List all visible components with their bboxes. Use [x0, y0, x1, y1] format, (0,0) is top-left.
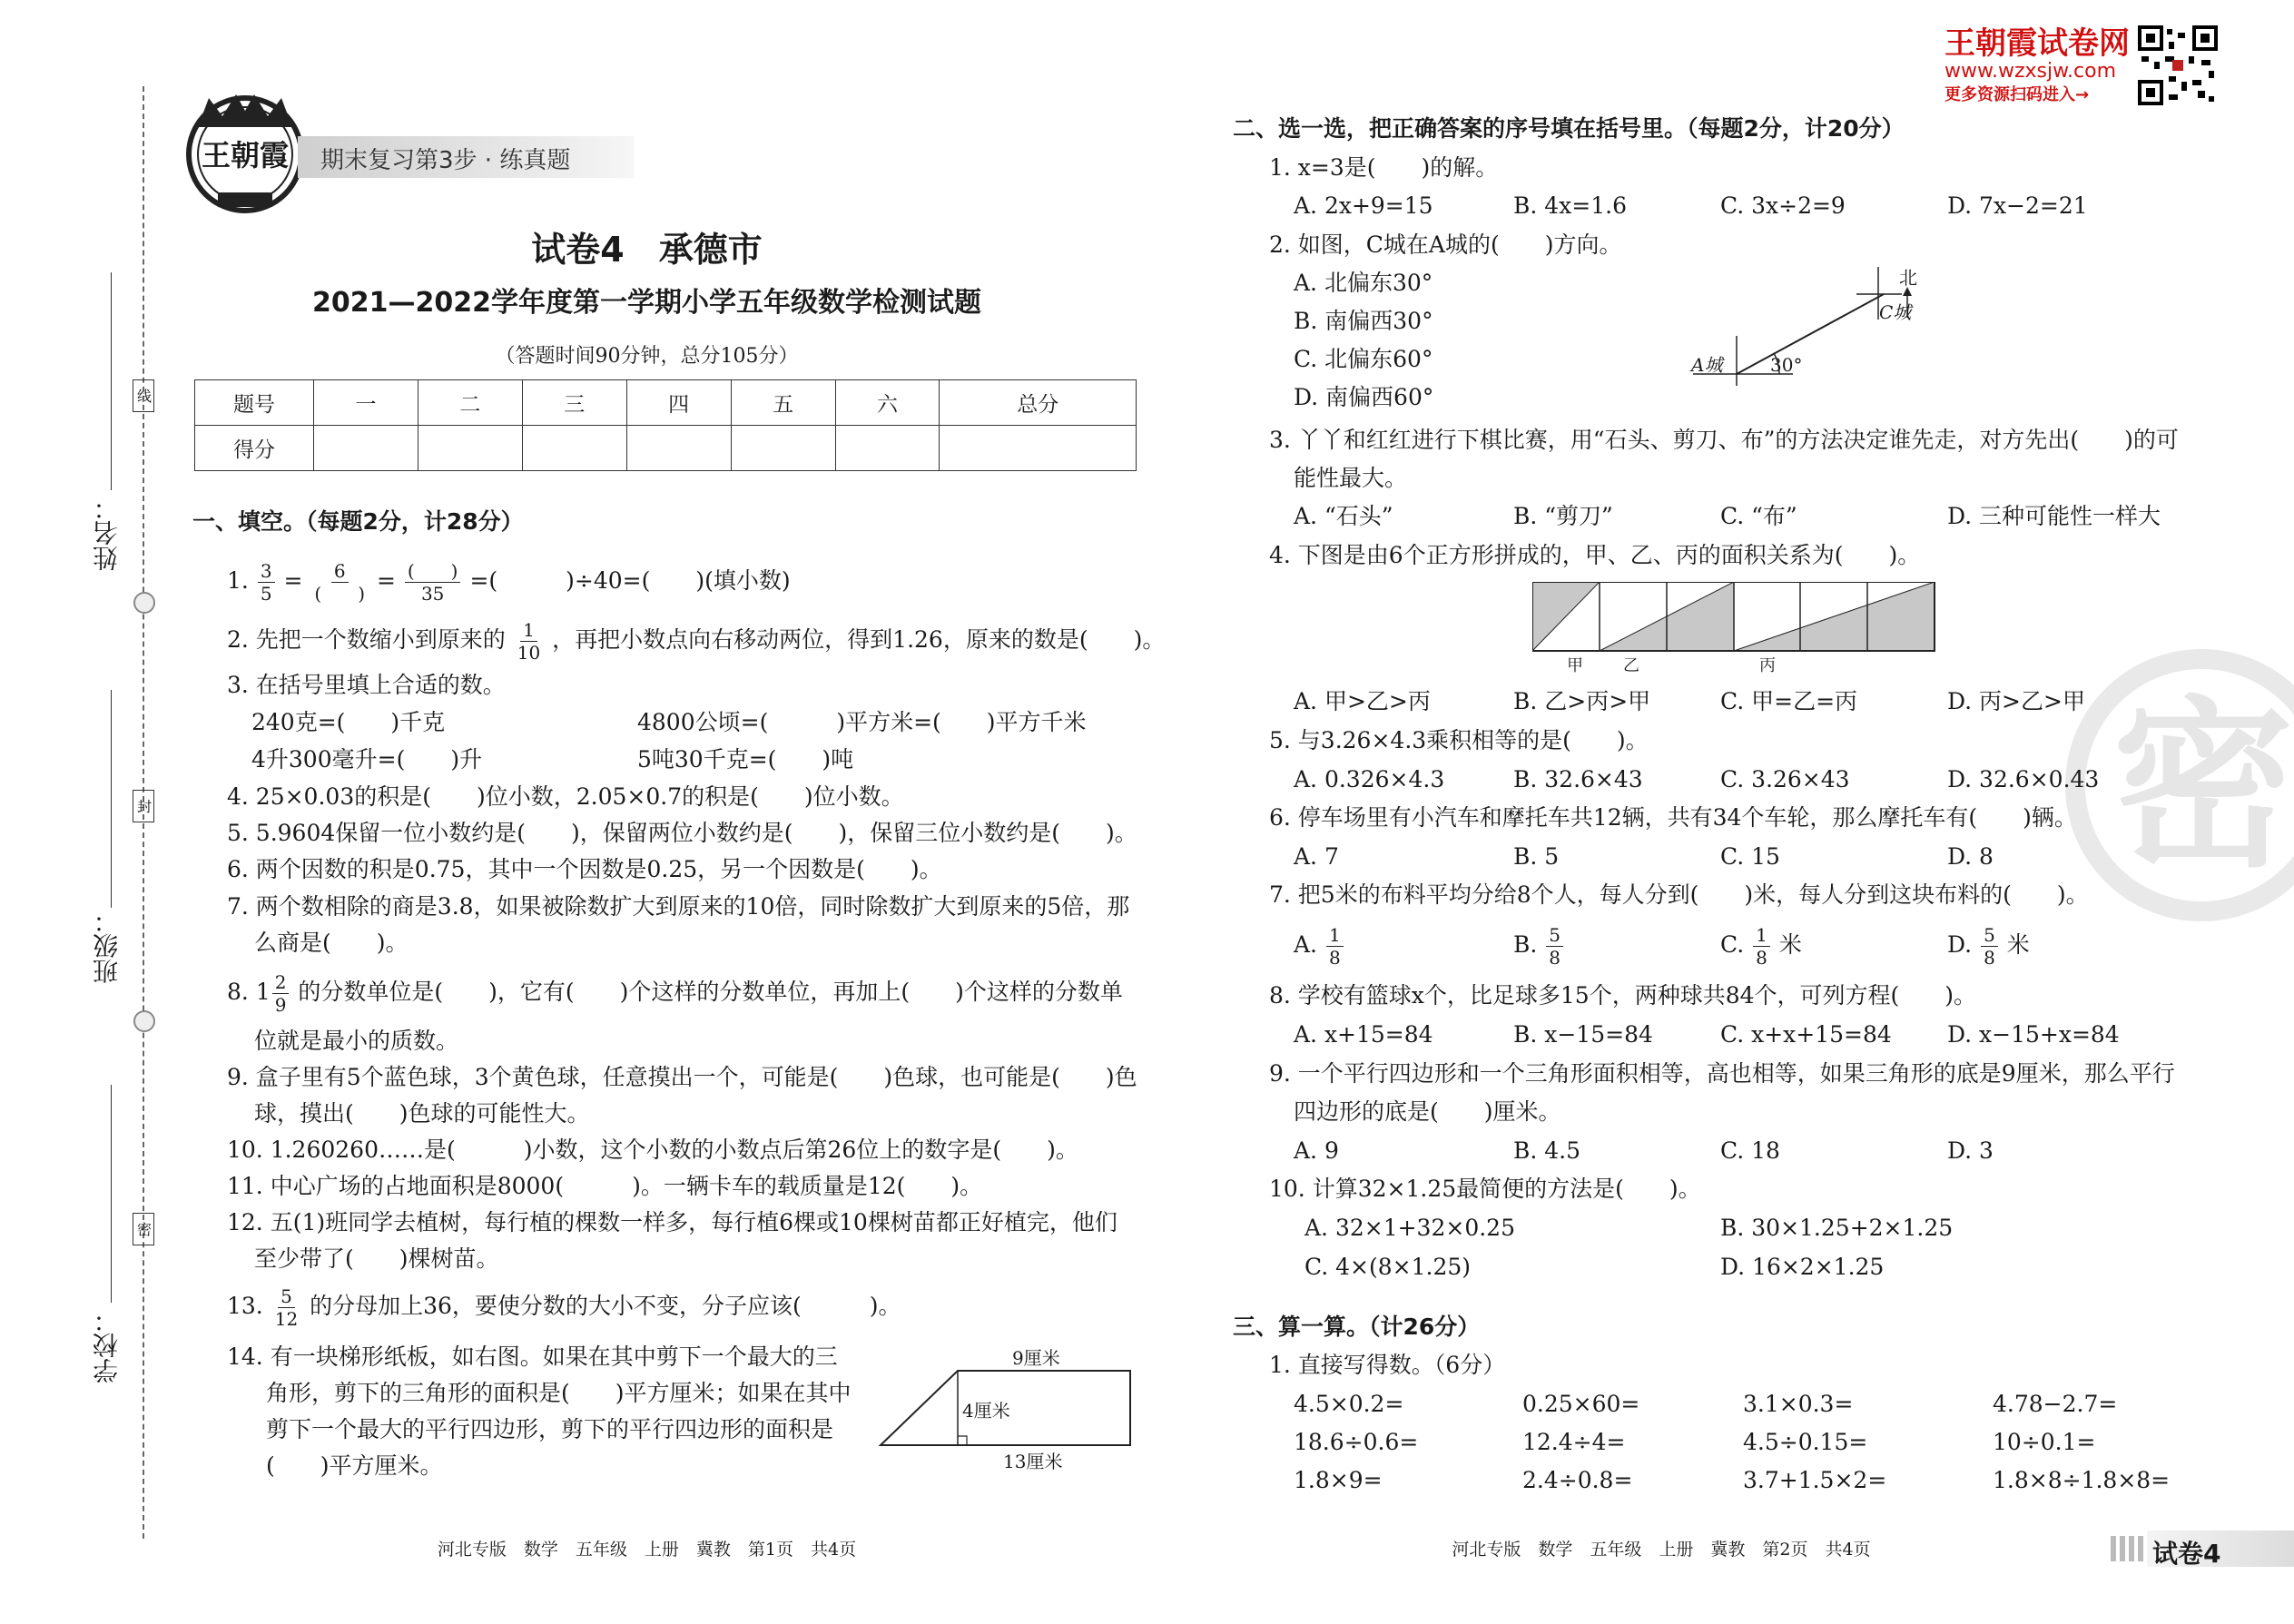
footer-tag: [2147, 1530, 2294, 1567]
question-2-7: 7. 把5米的布料平均分给8个人，每人分到( )米，每人分到这块布料的( )。: [1269, 881, 2089, 908]
binding-hole-icon: [133, 592, 155, 614]
question-2-9-cont: 四边形的底是( )厘米。: [1294, 1098, 1561, 1125]
question-2-6: 6. 停车场里有小汽车和摩托车共12辆，共有34个车轮，那么摩托车有( )辆。: [1269, 804, 2077, 831]
question-1-9: 9. 盒子里有5个蓝色球，3个黄色球，任意摸出一个，可能是( )色球，也可能是( )色: [227, 1064, 1137, 1090]
calc-item: 10÷0.1=: [1993, 1429, 2096, 1455]
question-1-14-line: ( )平方厘米。: [266, 1452, 443, 1479]
question-1-3-item: 5吨30千克=( )吨: [637, 746, 854, 773]
calc-item: 1.8×8÷1.8×8=: [1993, 1467, 2171, 1493]
option[interactable]: A. “石头”: [1294, 503, 1393, 529]
site-name: 王朝霞试卷网: [1944, 25, 2130, 62]
option[interactable]: D. 32.6×0.43: [1947, 766, 2100, 792]
score-cell[interactable]: [835, 426, 940, 471]
option[interactable]: B. 南偏西30°: [1294, 308, 1433, 334]
question-1-14-line: 剪下一个最大的平行四边形，剪下的平行四边形的面积是: [266, 1416, 834, 1442]
option-letter: B.: [1513, 931, 1538, 958]
school-field[interactable]: [111, 1085, 112, 1303]
brand-logo: [182, 91, 309, 218]
option[interactable]: C. 4×(8×1.25): [1305, 1254, 1472, 1280]
question-1-13: [227, 1284, 901, 1330]
q-number: 8.: [227, 979, 249, 1005]
option-letter: D.: [1947, 931, 1973, 958]
question-1-3: 3. 在括号里填上合适的数。: [227, 672, 506, 698]
option[interactable]: C. 3.26×43: [1720, 766, 1850, 792]
option-letter: C.: [1720, 931, 1745, 958]
fraction-numerator: 1: [520, 619, 537, 642]
question-2-5: 5. 与3.26×4.3乘积相等的是( )。: [1269, 727, 1649, 753]
binding-mark-mi: 密: [133, 1213, 154, 1245]
option[interactable]: [1513, 921, 1565, 969]
option[interactable]: [1720, 921, 1802, 969]
question-text: 2. 先把一个数缩小到原来的: [227, 626, 506, 653]
trapezoid-height-label: 4厘米: [962, 1400, 1010, 1422]
option[interactable]: B. 4x=1.6: [1513, 192, 1627, 219]
a-city-label: A城: [1691, 354, 1723, 376]
question-1-3-item: 4升300毫升=( )升: [251, 746, 483, 773]
option[interactable]: D. 3: [1947, 1137, 1994, 1164]
fraction-denominator: 8: [1328, 947, 1341, 969]
question-text: =( )÷40=( )(填小数): [469, 567, 791, 594]
option[interactable]: C. 北偏东60°: [1294, 346, 1433, 372]
score-table: [194, 379, 1137, 471]
equals-sign: =: [283, 567, 303, 594]
watermark-seal: [2065, 649, 2294, 921]
fraction: [1753, 924, 1770, 969]
question-1-4: 4. 25×0.03的积是( )位小数，2.05×0.7的积是( )位小数。: [227, 783, 904, 810]
question-text: 的分数单位是( )，它有( )个这样的分数单位，再加上( )个这样的分数单: [298, 979, 1123, 1005]
site-url: www.wzxsjw.com: [1944, 60, 2117, 83]
section2-heading: 二、选一选，把正确答案的序号填在括号里。（每题2分，计20分）: [1233, 115, 1905, 142]
score-cell[interactable]: [731, 426, 835, 471]
question-1-9-cont: 球，摸出( )色球的可能性大。: [254, 1100, 590, 1127]
score-cell[interactable]: [522, 426, 626, 471]
score-header-cell: 四: [626, 380, 731, 426]
q-number: 13.: [227, 1293, 263, 1319]
option[interactable]: D. 8: [1947, 843, 1994, 870]
score-cell[interactable]: [940, 426, 1137, 471]
class-label: 班级：: [92, 908, 122, 984]
question-1-2: [227, 617, 1165, 664]
site-tagline: 更多资源扫码进入→: [1944, 85, 2090, 104]
calc-item: 2.4÷0.8=: [1522, 1467, 1633, 1493]
option-unit: 米: [1778, 931, 1802, 958]
question-1-8: [227, 969, 1123, 1016]
fraction: [1546, 924, 1563, 969]
fraction-numerator: 6: [331, 560, 349, 583]
fraction: [272, 971, 290, 1016]
option[interactable]: B. x−15=84: [1513, 1021, 1653, 1048]
score-table-header-row: [195, 380, 1137, 426]
score-header-cell: 二: [418, 380, 522, 426]
calc-item: 1.8×9=: [1294, 1467, 1383, 1493]
direction-figure: [1684, 263, 1920, 390]
question-1-6: 6. 两个因数的积是0.75，其中一个因数是0.25，另一个因数是( )。: [227, 856, 942, 882]
question-text: ，再把小数点向右移动两位，得到1.26，原来的数是( )。: [552, 626, 1166, 653]
q-number: 1.: [227, 567, 249, 594]
question-2-1: 1. x=3是( )的解。: [1269, 154, 1499, 181]
option[interactable]: C. x+x+15=84: [1720, 1021, 1892, 1048]
binding-mark-xian: 线: [133, 379, 154, 412]
question-1-5: 5. 5.9604保留一位小数约是( )，保留两位小数约是( )，保留三位小数约是( )。: [227, 820, 1137, 846]
exam-subtitle: 2021—2022学年度第一学期小学五年级数学检测试题: [312, 287, 981, 319]
option[interactable]: B. 32.6×43: [1513, 766, 1643, 792]
option[interactable]: A. 32×1+32×0.25: [1305, 1215, 1515, 1241]
option[interactable]: C. 甲=乙=丙: [1720, 688, 1858, 714]
fraction: [1981, 924, 1998, 969]
fraction-denominator: 5: [260, 583, 272, 605]
score-header-cell: 题号: [195, 380, 314, 426]
calc-item: 4.5÷0.15=: [1743, 1429, 1868, 1455]
fraction: [405, 560, 461, 605]
score-table-row: [195, 426, 1137, 471]
question-3-1: 1. 直接写得数。（6分）: [1269, 1352, 1506, 1378]
option[interactable]: D. 7x−2=21: [1947, 192, 2088, 219]
fraction-numerator: 5: [1981, 924, 1998, 947]
question-2-4: 4. 下图是由6个正方形拼成的，甲、乙、丙的面积关系为( )。: [1269, 542, 1921, 568]
binding-mark-feng: 封: [133, 790, 154, 822]
option[interactable]: C. 18: [1720, 1137, 1780, 1164]
option[interactable]: A. 北偏东30°: [1294, 270, 1433, 296]
fraction-denominator: 12: [274, 1308, 299, 1330]
score-cell[interactable]: [626, 426, 731, 471]
question-2-9: 9. 一个平行四边形和一个三角形面积相等，高也相等，如果三角形的底是9厘米，那么平行: [1269, 1060, 2175, 1087]
fraction-numerator: 1: [1326, 924, 1344, 947]
calc-item: 0.25×60=: [1522, 1391, 1640, 1417]
score-cell[interactable]: [418, 426, 522, 471]
option[interactable]: A. 甲>乙>丙: [1294, 688, 1431, 714]
fraction-denominator: ( ): [314, 583, 366, 605]
option[interactable]: D. 丙>乙>甲: [1947, 688, 2085, 714]
option[interactable]: D. 三种可能性一样大: [1947, 503, 2161, 529]
six-squares-figure: [1532, 582, 1936, 676]
question-1-3-item: 240克=( )千克: [251, 709, 446, 735]
option[interactable]: D. 南偏西60°: [1294, 384, 1434, 410]
bing-label: 丙: [1759, 656, 1776, 675]
banner-text: 期末复习第3步 · 练真题: [320, 147, 571, 174]
score-row-label: 得分: [195, 426, 314, 471]
option[interactable]: C. “布”: [1720, 503, 1797, 529]
option[interactable]: A. 7: [1294, 843, 1339, 870]
north-label: 北: [1899, 267, 1917, 289]
option[interactable]: D. x−15+x=84: [1947, 1021, 2120, 1048]
option[interactable]: A. 9: [1294, 1137, 1339, 1164]
calc-item: 18.6÷0.6=: [1294, 1429, 1419, 1455]
option[interactable]: B. 5: [1513, 843, 1560, 870]
calc-item: 3.7+1.5×2=: [1743, 1467, 1887, 1493]
option[interactable]: [1947, 921, 2030, 969]
fraction: [515, 619, 543, 664]
question-2-10: 10. 计算32×1.25最简便的方法是( )。: [1269, 1176, 1701, 1202]
fraction-numerator: 5: [278, 1285, 295, 1308]
option[interactable]: A. 2x+9=15: [1294, 192, 1433, 219]
calc-item: 4.5×0.2=: [1294, 1391, 1404, 1417]
binding-hole-icon: [133, 1010, 155, 1032]
angle-label: 30°: [1770, 354, 1803, 376]
trapezoid-top-label: 9厘米: [1012, 1347, 1060, 1369]
option-unit: 米: [2006, 931, 2030, 958]
option[interactable]: C. 15: [1720, 843, 1780, 870]
question-1-1: [227, 558, 791, 605]
question-text: 的分母加上36，要使分数的大小不变，分子应该( )。: [310, 1293, 901, 1319]
watermark-text: 密: [2112, 681, 2294, 892]
fraction: [1326, 924, 1344, 969]
name-label: 姓名：: [92, 495, 122, 571]
section3-heading: 三、算一算。（计26分）: [1233, 1314, 1481, 1340]
question-1-14-line: 14. 有一块梯形纸板，如右图。如果在其中剪下一个最大的三: [227, 1343, 838, 1370]
section1-heading: 一、填空。（每题2分，计28分）: [192, 508, 524, 535]
option[interactable]: B. 乙>丙>甲: [1513, 688, 1651, 714]
fraction-denominator: 10: [517, 642, 541, 664]
option[interactable]: C. 3x÷2=9: [1720, 192, 1846, 219]
jia-label: 甲: [1567, 656, 1583, 675]
question-2-8: 8. 学校有篮球x个，比足球多15个，两种球共84个，可列方程( )。: [1269, 982, 1977, 1009]
question-1-3-item: 4800公顷=( )平方米=( )平方千米: [637, 709, 1087, 735]
fraction-denominator: 8: [1984, 947, 1995, 969]
question-1-10: 10. 1.260260……是( )小数，这个小数的小数点后第26位上的数字是( )。: [227, 1137, 1078, 1163]
question-2-2: 2. 如图，C城在A城的( )方向。: [1269, 231, 1622, 258]
exam-note: （答题时间90分钟，总分105分）: [495, 345, 799, 368]
fraction-numerator: 5: [1546, 924, 1563, 947]
question-1-11: 11. 中心广场的占地面积是8000( )。一辆卡车的载质量是12( )。: [227, 1173, 983, 1199]
question-1-8-cont: 位就是最小的质数。: [254, 1028, 459, 1054]
fraction-numerator: 3: [258, 560, 275, 583]
question-1-12: 12. 五(1)班同学去植树，每行植的棵数一样多，每行植6棵或10棵树苗都正好植完，他们: [227, 1209, 1117, 1235]
question-1-7: 7. 两个数相除的商是3.8，如果被除数扩大到原来的10倍，同时除数扩大到原来的5倍，那: [227, 893, 1130, 920]
fraction-numerator: 1: [1753, 924, 1770, 947]
option[interactable]: B. 4.5: [1513, 1137, 1581, 1164]
footer-tag-text: 试卷4: [2152, 1539, 2221, 1569]
option-letter: A.: [1294, 931, 1318, 958]
option[interactable]: B. “剪刀”: [1513, 503, 1613, 529]
question-2-3-cont: 能性最大。: [1294, 465, 1408, 491]
yi-label: 乙: [1623, 656, 1639, 675]
score-header-cell: 三: [522, 380, 626, 426]
calc-item: 3.1×0.3=: [1743, 1391, 1854, 1417]
question-1-14-line: 角形，剪下的三角形的面积是( )平方厘米；如果在其中: [266, 1380, 852, 1406]
option[interactable]: A. 0.326×4.3: [1294, 766, 1445, 792]
school-label: 学校：: [92, 1307, 122, 1383]
score-header-cell: 六: [835, 380, 940, 426]
fraction-numerator: 2: [272, 971, 290, 994]
footer-right: 河北专版 数学 五年级 上册 冀教 第2页 共4页: [1452, 1540, 1871, 1560]
score-header-cell: 一: [314, 380, 418, 426]
fraction-denominator: 8: [1756, 947, 1767, 969]
fraction: [272, 1285, 300, 1330]
question-1-12-cont: 至少带了( )棵树苗。: [254, 1245, 499, 1272]
footer-tag-stripes: [2111, 1536, 2147, 1561]
section-banner: [298, 136, 634, 178]
mixed-number-whole: 1: [255, 979, 271, 1005]
qr-code-icon[interactable]: [2138, 25, 2218, 105]
fraction-denominator: 35: [420, 583, 445, 605]
exam-title: 试卷4 承德市: [531, 230, 763, 270]
fraction-denominator: 8: [1549, 947, 1561, 969]
fraction-numerator: ( ): [405, 560, 461, 583]
score-header-cell: 五: [731, 380, 835, 426]
logo-text: 王朝霞: [201, 138, 289, 172]
calc-item: 12.4÷4=: [1522, 1429, 1626, 1455]
trapezoid-figure: [871, 1343, 1144, 1471]
equals-sign: =: [376, 567, 396, 594]
option[interactable]: A. x+15=84: [1294, 1021, 1433, 1048]
class-field[interactable]: [111, 690, 112, 908]
fraction-denominator: 9: [274, 994, 287, 1016]
fraction: [258, 560, 275, 605]
option[interactable]: B. 30×1.25+2×1.25: [1720, 1215, 1954, 1241]
option[interactable]: D. 16×2×1.25: [1720, 1254, 1885, 1280]
question-1-7-cont: 么商是( )。: [254, 930, 409, 956]
score-cell[interactable]: [314, 426, 418, 471]
c-city-label: C城: [1879, 301, 1912, 323]
calc-item: 4.78−2.7=: [1993, 1391, 2118, 1417]
trapezoid-bottom-label: 13厘米: [1003, 1451, 1063, 1472]
option[interactable]: [1294, 921, 1345, 969]
score-header-cell: 总分: [940, 380, 1137, 426]
question-2-3: 3. 丫丫和红红进行下棋比赛，用“石头、剪刀、布”的方法决定谁先走，对方先出( )的可: [1269, 427, 2179, 453]
fraction: [311, 560, 368, 605]
footer-left: 河北专版 数学 五年级 上册 冀教 第1页 共4页: [437, 1540, 857, 1560]
